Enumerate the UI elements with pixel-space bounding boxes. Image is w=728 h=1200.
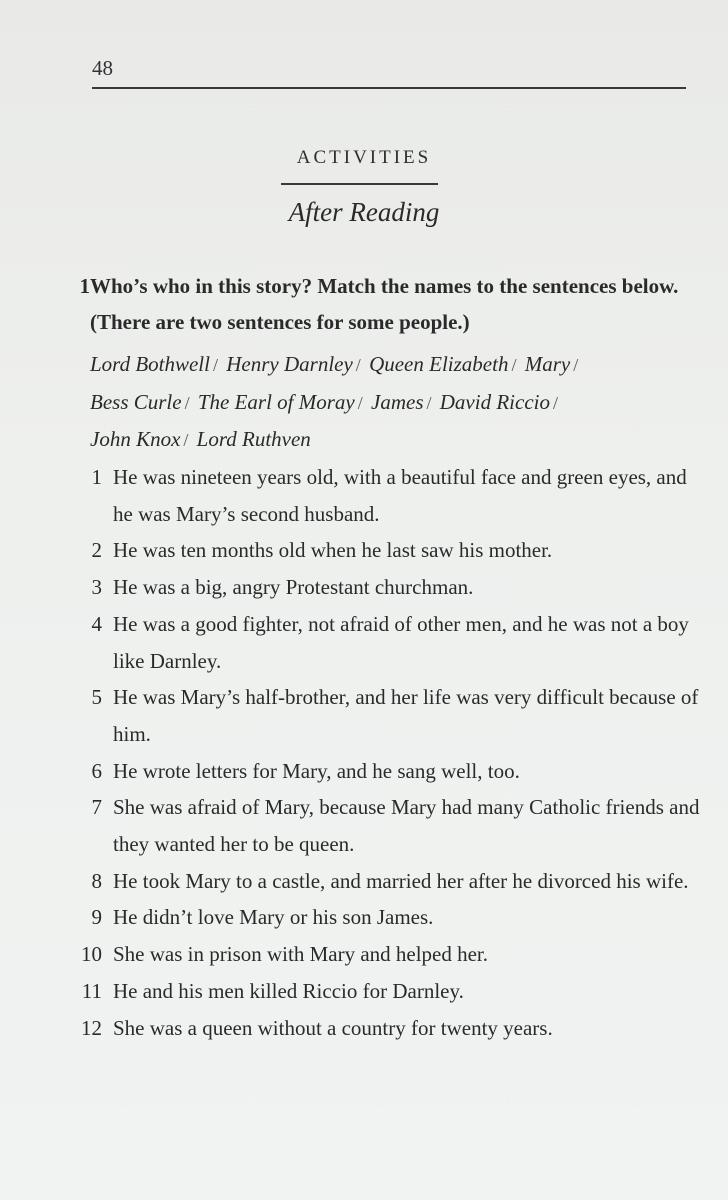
sentence-item [70, 936, 700, 973]
section-title-rule [281, 183, 438, 185]
sentence-text: She was a queen without a country for twenty years. [113, 1015, 553, 1040]
sentence-item [70, 753, 700, 790]
sentence-item [70, 606, 700, 679]
names-list [90, 346, 690, 459]
sentence-text: He wrote letters for Mary, and he sang well, too. [113, 758, 520, 783]
sentence-text: He and his men killed Riccio for Darnley. [113, 978, 464, 1003]
exercise-question: Who’s who in this story? Match the names to the sentences below. (There are two sentences for some people.) [90, 274, 679, 334]
name-separator: / [552, 392, 558, 413]
sentence-item [70, 863, 700, 900]
sentence-item [70, 569, 700, 606]
sentence-item [70, 1010, 700, 1047]
name-item: John Knox [90, 427, 181, 451]
name-item: Lord Bothwell [90, 352, 210, 376]
sentence-text: He was ten months old when he last saw his mother. [113, 538, 553, 563]
sentence-number: 5 [91, 685, 102, 710]
sentence-item [70, 679, 700, 752]
page-number: 48 [92, 56, 113, 80]
name-separator: / [357, 392, 363, 413]
name-item: The Earl of Moray [197, 389, 355, 414]
sentence-text: She was in prison with Mary and helped her. [113, 942, 489, 967]
sentence-item [70, 532, 700, 569]
name-separator: / [511, 355, 517, 375]
sentence-number: 1 [91, 465, 102, 489]
sentence-number: 3 [91, 575, 102, 600]
sentence-item [70, 899, 700, 936]
name-separator: / [355, 355, 361, 375]
sentence-text: He was a big, angry Protestant churchman. [113, 575, 474, 600]
sentence-text: She was afraid of Mary, because Mary had many Catholic friends and they wanted her to be queen. [113, 795, 700, 857]
name-separator: / [573, 355, 579, 375]
name-separator: / [212, 355, 218, 375]
running-head [92, 52, 686, 92]
name-item: Queen Elizabeth [369, 352, 509, 376]
name-separator: / [184, 392, 190, 413]
name-separator: / [426, 392, 432, 413]
sentence-item [70, 789, 700, 862]
sentence-text: He was Mary’s half-brother, and her life was very difficult because of him. [113, 685, 699, 746]
sentence-number: 2 [91, 538, 102, 563]
sentence-text: He took Mary to a castle, and married her after he divorced his wife. [113, 868, 689, 893]
sentence-item [70, 459, 700, 532]
sentence-number: 7 [91, 795, 102, 820]
name-item: Bess Curle [90, 389, 182, 414]
section-title: ACTIVITIES [296, 147, 432, 168]
name-item: Henry Darnley [226, 352, 353, 376]
sentence-number: 9 [91, 905, 102, 930]
sentence-number: 10 [81, 942, 102, 967]
sentence-list [70, 459, 700, 1046]
sentence-text: He didn’t love Mary or his son James. [113, 905, 434, 930]
name-item: Mary [524, 352, 571, 376]
sentence-number: 4 [91, 611, 102, 636]
name-item: Lord Ruthven [196, 427, 311, 451]
name-item: James [371, 389, 424, 414]
sentence-text: He was nineteen years old, with a beautiful face and green eyes, and he was Mary’s second husband. [113, 465, 687, 526]
sentence-number: 8 [91, 868, 102, 893]
exercise-number: 1 [79, 274, 90, 298]
name-separator: / [183, 430, 189, 450]
sentence-number: 11 [81, 978, 102, 1003]
header-rule [92, 87, 686, 89]
sentence-number: 6 [91, 758, 102, 783]
sentence-number: 12 [81, 1015, 102, 1040]
name-item: David Riccio [439, 389, 550, 414]
sentence-item [70, 973, 700, 1010]
section-subtitle: After Reading [288, 197, 440, 227]
sentence-text: He was a good fighter, not afraid of other men, and he was not a boy like Darnley. [113, 611, 689, 673]
